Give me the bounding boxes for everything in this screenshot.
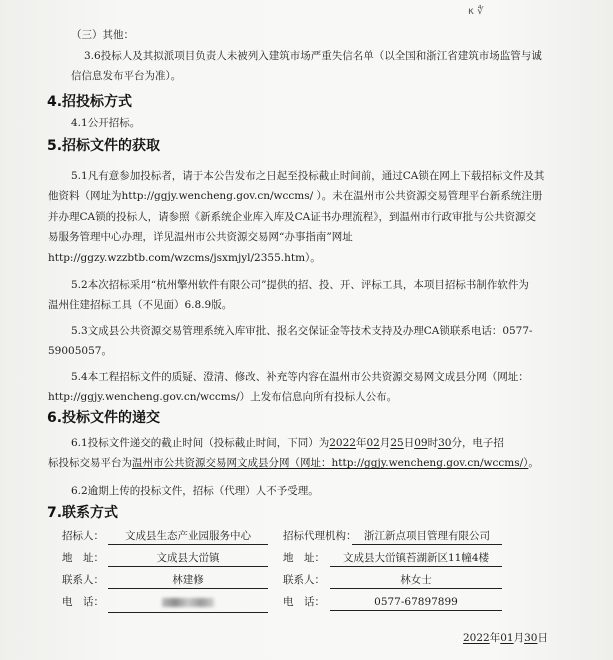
- tenderer-phone-label: 电 话：: [62, 596, 104, 608]
- minute-unit: 分: [451, 437, 462, 449]
- para-5-3-line2: 59005057。: [48, 345, 112, 357]
- section-7-heading: 7.联系方式: [47, 505, 119, 521]
- para-6-1-tail: ，电子招: [461, 437, 504, 449]
- section-6-heading: 6.投标文件的递交: [47, 410, 161, 426]
- para-5-1-line2: 他资料（网址为http://ggjy.wencheng.gov.cn/wccms/ ）。未在温州市公共资源交易管理平台新系统注册: [48, 190, 543, 202]
- agency-address-label: 地 址：: [283, 552, 325, 564]
- subsection-title: （三）其他：: [71, 29, 134, 41]
- agency-phone-label: 电 话：: [283, 596, 325, 608]
- agency-contact-value: 林女士: [330, 572, 502, 589]
- section-4-heading: 4.招投标方式: [47, 94, 133, 110]
- deadline-hour: 09: [414, 437, 428, 449]
- year-unit: 年: [355, 437, 367, 449]
- deadline-month: 02: [366, 437, 380, 449]
- sign-date: [463, 630, 548, 645]
- tenderer-address-value: 文成县大峃镇: [108, 550, 268, 567]
- tenderer-phone-value: [108, 594, 268, 613]
- para-6-2: 6.2逾期上传的投标文件，招标（代理）人不予受理。: [71, 485, 319, 497]
- para-6-1-line2: [48, 453, 539, 474]
- sign-month: 01: [500, 632, 514, 644]
- para-5-1-line1: 5.1凡有意参加投标者，请于本公告发布之日起至投标截止时间前，通过CA锁在网上下载招标文件及其: [71, 170, 545, 182]
- tenderer-value: 文成县生态产业园服务中心: [108, 528, 268, 545]
- tenderer-address-label: 地 址：: [62, 552, 104, 564]
- agency-phone-value: 0577-67897899: [330, 594, 502, 611]
- agency-contact-label: 联系人：: [283, 574, 325, 586]
- month-unit: 月: [379, 437, 391, 449]
- tenderer-contact-label: 联系人：: [62, 574, 104, 586]
- deadline-year: 2022: [329, 437, 356, 449]
- platform-lead: 标投标交易平台为: [48, 457, 132, 469]
- tenderer-label: 招标人：: [62, 530, 104, 542]
- para-5-2-line1: 5.2本次招标采用“杭州擎州软件有限公司”提供的招、投、开、评标工具，本项目招标书制作软件为: [71, 279, 529, 291]
- hour-unit: 时: [427, 437, 439, 449]
- item-3-6-line2: 信信息发布平台为准）。: [71, 70, 182, 82]
- section-4-text: 4.1公开招标。: [71, 117, 141, 129]
- para-5-1-line5: http://ggzy.wzzbtb.com/wzcms/jsxmjyl/2355.htm）。: [48, 252, 321, 264]
- tenderer-contact-value: 林建修: [108, 572, 268, 589]
- para-5-1-line3: 并办理CA锁的投标人，请参照《新系统企业库入库及CA证书办理流程》，到温州市行政审批与公共资源交: [48, 211, 536, 223]
- platform-tail: 。: [528, 457, 539, 469]
- para-6-1-lead: 6.1投标文件递交的截止时间（投标截止时间，下同）为: [71, 437, 330, 449]
- para-5-4-line2: http://ggjy.wencheng.gov.cn/wccms/）上发布信息向所有投标人公布。: [48, 391, 398, 403]
- para-5-3-line1: 5.3文成县公共资源交易管理系统入库审批、报名交保证金等技术支持及办理CA锁联系电话：0577-: [71, 325, 533, 337]
- sign-year-unit: 年: [489, 632, 501, 644]
- para-6-1-line1: [71, 433, 504, 454]
- sign-month-unit: 月: [513, 632, 525, 644]
- section-5-heading: 5.招标文件的获取: [47, 138, 161, 154]
- handwritten-mark: κ ∜: [468, 6, 484, 17]
- para-5-1-line4: 易服务管理中心办理，详见温州市公共资源交易网“办事指南”网址: [48, 231, 353, 243]
- para-5-2-line2: 温州住建招标工具（不见面）6.8.9版。: [48, 299, 233, 311]
- sign-day: 30: [524, 632, 538, 644]
- para-5-4-line1: 5.4本工程招标文件的质疑、澄清、修改、补充等内容在温州市公共资源交易网文成县分网（网址：: [71, 371, 529, 383]
- agency-value: 浙江新点项目管理有限公司: [352, 528, 502, 545]
- redacted-phone: [162, 598, 214, 607]
- agency-address-value: 文成县大峃镇苔湖新区11幢4楼: [330, 550, 502, 567]
- item-3-6-line1: 3.6投标人及其拟派项目负责人未被列入建筑市场严重失信名单（以全国和浙江省建筑市场监管与诚: [84, 50, 542, 62]
- sign-day-unit: 日: [537, 632, 548, 644]
- agency-label: 招标代理机构：: [283, 530, 357, 542]
- deadline-day: 25: [390, 437, 404, 449]
- deadline-minute: 30: [438, 437, 452, 449]
- platform-name: 温州市公共资源交易网文成县分网（网址：http://ggjy.wencheng.gov.cn/wccms/）: [132, 457, 529, 469]
- day-unit: 日: [403, 437, 415, 449]
- sign-year: 2022: [463, 632, 490, 644]
